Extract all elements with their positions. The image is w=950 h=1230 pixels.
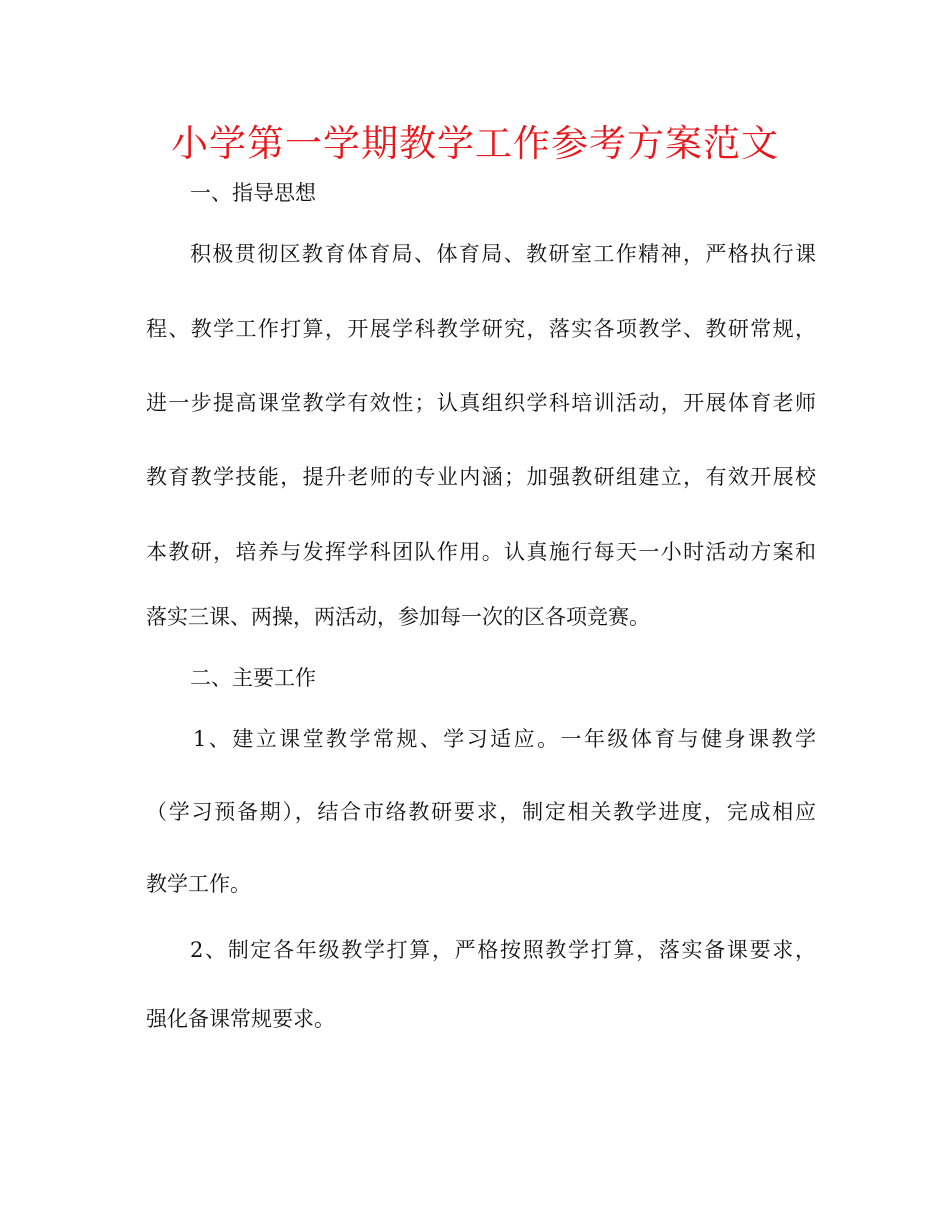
- paragraph-line: 进一步提高课堂教学有效性；认真组织学科培训活动，开展体育老师: [146, 391, 816, 415]
- paragraph-line: 程、教学工作打算，开展学科教学研究，落实各项教学、教研常规，: [146, 317, 816, 341]
- document-title: 小学第一学期教学工作参考方案范文: [171, 122, 779, 165]
- paragraph-line: 积极贯彻区教育体育局、体育局、教研室工作精神，严格执行课: [190, 242, 816, 266]
- paragraph-line: 1、建立课堂教学常规、学习适应。一年级体育与健身课教学: [193, 727, 816, 751]
- paragraph-line: 2、制定各年级教学打算，严格按照教学打算，落实备课要求，: [190, 938, 816, 962]
- paragraph-line: 本教研，培养与发挥学科团队作用。认真施行每天一小时活动方案和: [146, 540, 816, 564]
- paragraph-line: 强化备课常规要求。: [146, 1007, 335, 1031]
- paragraph-line: （学习预备期），结合市络教研要求，制定相关教学进度，完成相应: [146, 800, 816, 824]
- paragraph-line: 教学工作。: [146, 872, 251, 896]
- heading-main-work: 二、主要工作: [190, 666, 316, 690]
- heading-guiding-thought: 一、指导思想: [190, 181, 316, 205]
- paragraph-line: 教育教学技能，提升老师的专业内涵；加强教研组建立，有效开展校: [146, 465, 816, 489]
- paragraph-line: 落实三课、两操，两活动，参加每一次的区各项竞赛。: [146, 605, 650, 629]
